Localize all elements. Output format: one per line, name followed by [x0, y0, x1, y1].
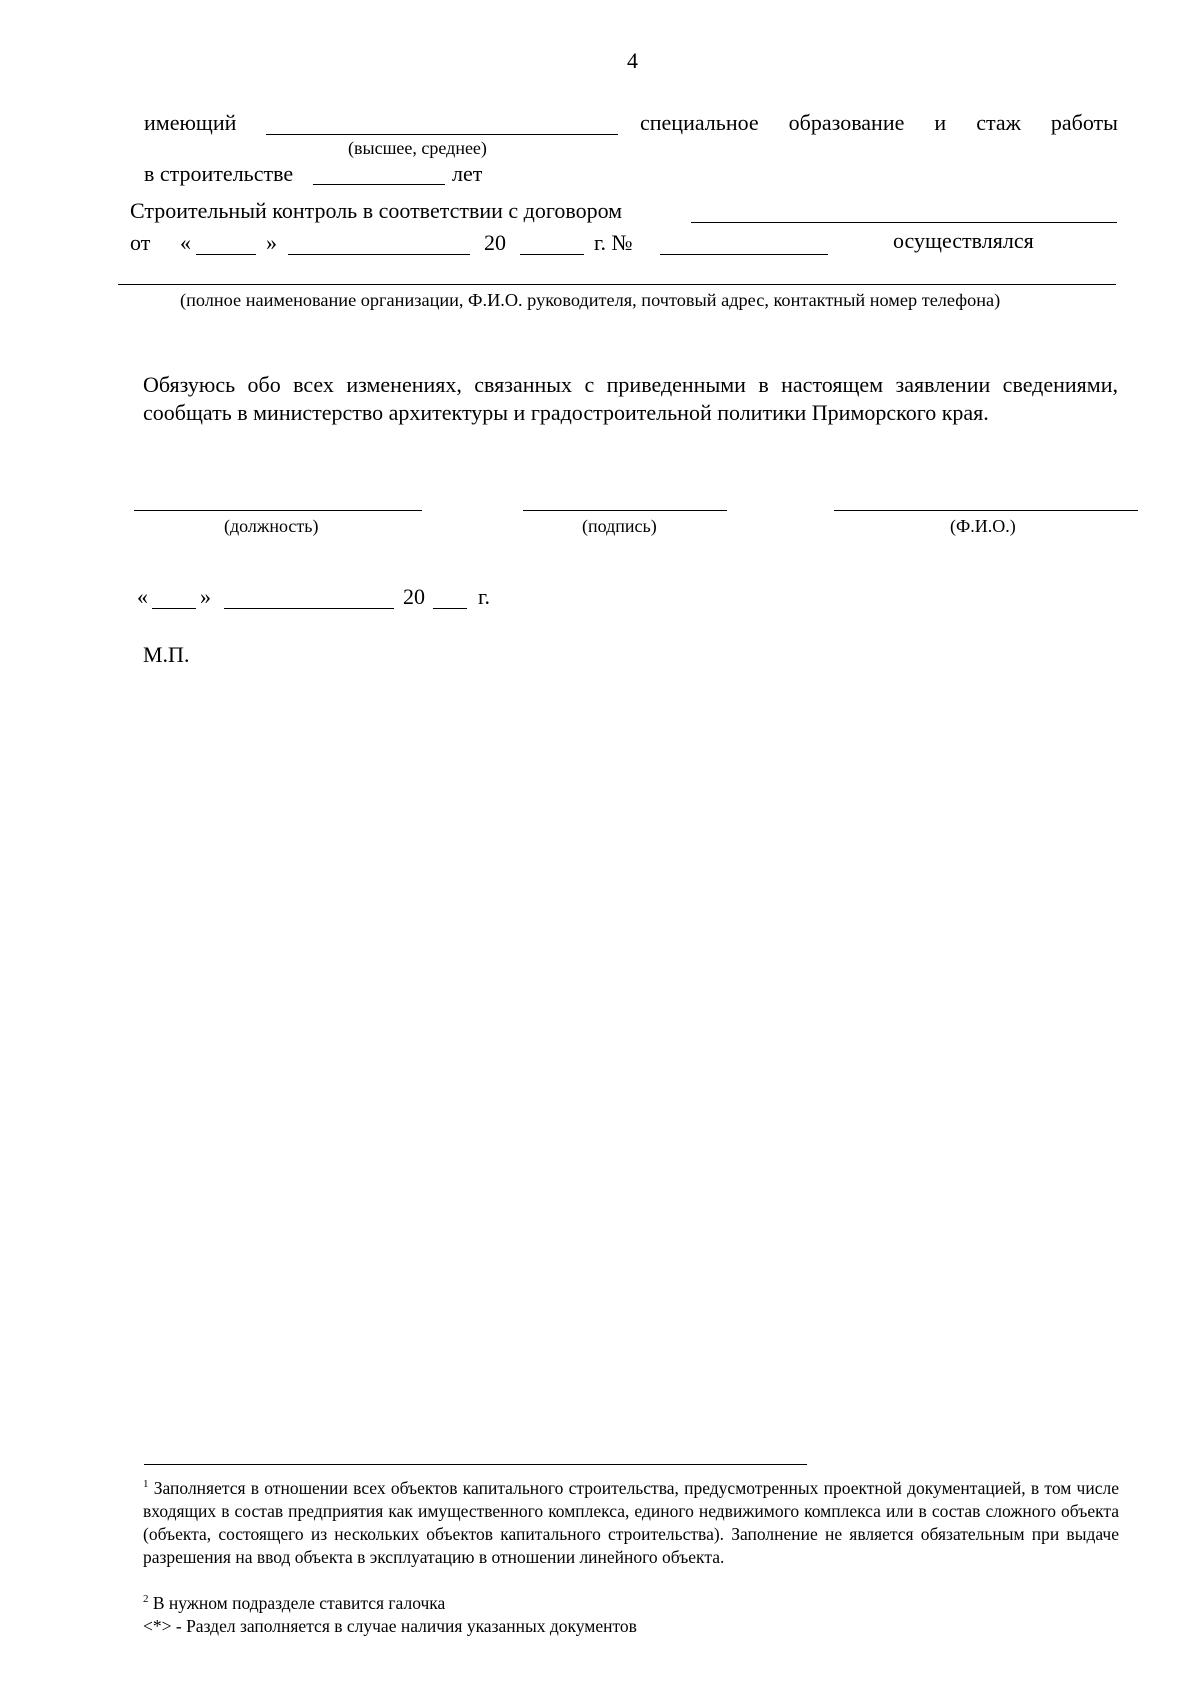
footnote-3: <*> - Раздел заполняется в случае наличия указанных документов — [143, 1616, 637, 1636]
sign-month-blank[interactable] — [224, 608, 394, 609]
contract-month-blank[interactable] — [288, 254, 470, 255]
education-hint: (высшее, среднее) — [348, 138, 487, 158]
sign-year-blank[interactable] — [433, 608, 467, 609]
signature-blank[interactable] — [523, 510, 727, 511]
sign-year-suffix: г. — [478, 584, 491, 609]
control-text: Строительный контроль в соответствии с договором — [130, 198, 623, 223]
education-word-2: образование — [788, 110, 905, 135]
footnote-1 — [143, 1477, 1119, 1569]
education-word-3: и — [934, 110, 947, 135]
experience-suffix: лет — [452, 161, 483, 186]
contract-number-blank[interactable] — [660, 254, 828, 255]
sign-quote-open: « — [137, 584, 148, 609]
contract-quote-close: » — [266, 230, 277, 255]
sign-year-prefix: 20 — [403, 584, 425, 609]
signature-caption: (подпись) — [582, 516, 657, 536]
footnote-separator — [144, 1464, 807, 1465]
contract-blank[interactable] — [691, 222, 1117, 223]
contract-quote-open: « — [180, 230, 191, 255]
position-caption: (должность) — [224, 516, 319, 536]
experience-blank[interactable] — [313, 184, 445, 185]
education-suffix — [640, 110, 1118, 136]
name-caption: (Ф.И.О.) — [950, 516, 1016, 536]
contract-year-blank[interactable] — [520, 254, 584, 255]
name-blank[interactable] — [834, 510, 1138, 511]
sign-quote-close: » — [200, 584, 211, 609]
footnote-2-mark: 2 — [143, 1593, 149, 1606]
contract-number-label: г. № — [594, 230, 633, 255]
footnote-1-mark: 1 — [143, 1478, 149, 1491]
stamp-label: М.П. — [143, 642, 190, 667]
organization-caption: (полное наименование организации, Ф.И.О. руководителя, почтовый адрес, контактный номер телефона) — [180, 290, 1001, 310]
footnote-2-text: В нужном подразделе ставится галочка — [152, 1593, 446, 1613]
position-blank[interactable] — [134, 510, 422, 511]
education-word-4: стаж — [976, 110, 1021, 135]
contract-year-prefix: 20 — [484, 230, 506, 255]
page-number: 4 — [627, 48, 638, 73]
organization-blank[interactable] — [118, 284, 1116, 285]
contract-status: осуществлялся — [893, 228, 1034, 253]
education-prefix: имеющий — [144, 110, 237, 135]
education-word-1: специальное — [640, 110, 759, 135]
education-blank[interactable] — [266, 134, 618, 135]
contract-day-blank[interactable] — [196, 254, 256, 255]
experience-prefix: в строительстве — [144, 161, 294, 186]
footnote-1-text: Заполняется в отношении всех объектов капитального строительства, предусмотренных проектной документацией, в том числе входящих в состав предприятия как имущественного комплекса, единого недвижимого комплекса или в состав сложного объекта (объекта, состоящего из нескольких объектов капитального строительства). Заполнение не является обязательным при выдаче разрешения на ввод объекта в эксплуатацию в отношении линейного объекта. — [143, 1478, 1119, 1567]
footnote-2 — [143, 1592, 1119, 1615]
obligation-paragraph: Обязуюсь обо всех изменениях, связанных с приведенными в настоящем заявлении сведениями, сообщать в министерство архитектуры и градостроительной политики Приморского края. — [143, 372, 1118, 425]
education-word-5: работы — [1050, 110, 1118, 135]
sign-day-blank[interactable] — [152, 608, 196, 609]
contract-from: от — [130, 230, 151, 255]
